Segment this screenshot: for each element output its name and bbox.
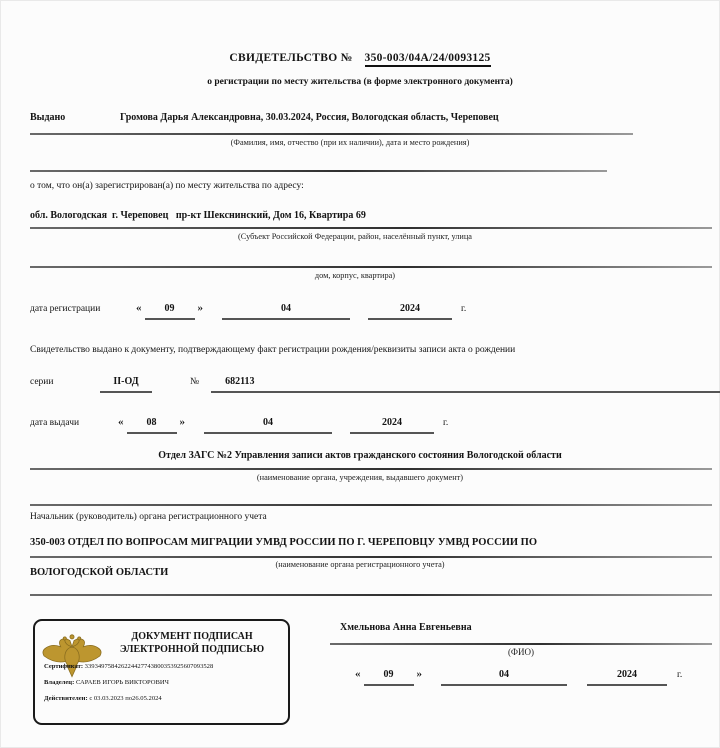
year-suffix: г. bbox=[677, 670, 683, 680]
open-quote: « bbox=[355, 668, 361, 680]
owner-value: САРАЕВ ИГОРЬ ВИКТОРОВИЧ bbox=[75, 679, 169, 686]
signature-stamp-box bbox=[33, 619, 290, 725]
registration-authority-caption: (наименование органа регистрационного учета) bbox=[275, 560, 445, 569]
series-number-row bbox=[30, 376, 720, 393]
series-value-field: II-ОД bbox=[100, 376, 152, 393]
open-quote: « bbox=[118, 416, 124, 428]
issue-date-label: дата выдачи bbox=[30, 418, 80, 428]
open-quote: « bbox=[136, 302, 142, 314]
fio-caption: (ФИО) bbox=[507, 647, 535, 657]
issue-year-field: 2024 bbox=[350, 417, 434, 434]
registration-month-field: 04 bbox=[222, 303, 350, 320]
signature-year-field: 2024 bbox=[587, 669, 667, 686]
close-quote: » bbox=[416, 668, 422, 680]
certificate-value: 339349758426224427743800353925607093528 bbox=[84, 663, 214, 670]
validity-label: Действителен: bbox=[44, 695, 88, 702]
issue-month-field: 04 bbox=[204, 417, 332, 434]
title-number: 350-003/04А/24/0093125 bbox=[365, 52, 491, 67]
statement-text: о том, что он(а) зарегистрирован(а) по месту жительства по адресу: bbox=[30, 181, 304, 191]
owner-line bbox=[44, 679, 169, 686]
stamp-title-line1: ДОКУМЕНТ ПОДПИСАН bbox=[131, 631, 253, 642]
issue-day-field: 08 bbox=[127, 417, 177, 434]
signature-day-field: 09 bbox=[364, 669, 414, 686]
page-subtitle: о регистрации по месту жительства (в форме электронного документа) bbox=[207, 77, 513, 87]
mvd-eagle-icon bbox=[41, 633, 103, 684]
head-official-text: Начальник (руководитель) органа регистрационного учета bbox=[30, 512, 267, 522]
issuing-authority-underline bbox=[30, 468, 712, 470]
year-suffix: г. bbox=[443, 418, 449, 428]
address-caption-1: (Субъект Российской Федерации, район, населённый пункт, улица bbox=[237, 232, 472, 241]
issued-label: Выдано bbox=[30, 112, 66, 123]
issuing-authority-caption: (наименование органа, учреждения, выдавшего документ) bbox=[256, 473, 464, 482]
validity-line bbox=[44, 695, 162, 702]
registration-authority-underline bbox=[30, 556, 712, 558]
signature-date-row bbox=[352, 668, 682, 686]
issuing-authority-value: Отдел ЗАГС №2 Управления записи актов гражданского состояния Вологодской области bbox=[158, 450, 562, 461]
stamp-title bbox=[103, 630, 281, 656]
section-rule bbox=[30, 594, 712, 596]
certificate-label: Сертификат: bbox=[44, 663, 84, 670]
address-underline-2 bbox=[30, 266, 712, 268]
divider-rule bbox=[30, 170, 607, 172]
signatory-underline bbox=[330, 643, 712, 645]
title-label: СВИДЕТЕЛЬСТВО № bbox=[229, 52, 353, 64]
registration-authority-line2: ВОЛОГОДСКОЙ ОБЛАСТИ bbox=[30, 567, 169, 578]
issued-underline bbox=[30, 133, 633, 135]
section-rule bbox=[30, 504, 712, 506]
registration-year-field: 2024 bbox=[368, 303, 452, 320]
stamp-title-line2: ЭЛЕКТРОННОЙ ПОДПИСЬЮ bbox=[119, 644, 265, 655]
signatory-name: Хмельнова Анна Евгеньевна bbox=[340, 622, 472, 633]
address-underline bbox=[30, 227, 712, 229]
registration-date-label: дата регистрации bbox=[30, 304, 101, 314]
registration-date-row bbox=[30, 302, 466, 320]
close-quote: » bbox=[197, 302, 203, 314]
signature-month-field: 04 bbox=[441, 669, 567, 686]
registration-day-field: 09 bbox=[145, 303, 195, 320]
issued-caption: (Фамилия, имя, отчество (при их наличии), дата и место рождения) bbox=[230, 138, 470, 147]
validity-value: с 03.03.2023 по26.05.2024 bbox=[89, 695, 162, 702]
number-label: № bbox=[190, 377, 200, 387]
certificate-line bbox=[44, 663, 213, 670]
document-intro: Свидетельство выдано к документу, подтверждающему факт регистрации рождения/реквизиты записи акта о рождении bbox=[30, 345, 516, 355]
issued-value: Громова Дарья Александровна, 30.03.2024, Россия, Вологодская область, Череповец bbox=[120, 112, 499, 123]
address-value: обл. Вологодская г. Череповец пр-кт Шекснинский, Дом 16, Квартира 69 bbox=[30, 210, 366, 221]
close-quote: » bbox=[179, 416, 185, 428]
number-value-field: 682113 bbox=[211, 376, 720, 393]
address-caption-2: дом, корпус, квартира) bbox=[314, 271, 396, 280]
series-label: серии bbox=[30, 377, 54, 387]
registration-authority-line1: 350-003 ОТДЕЛ ПО ВОПРОСАМ МИГРАЦИИ УМВД РОССИИ ПО Г. ЧЕРЕПОВЦУ УМВД РОССИИ ПО bbox=[30, 537, 538, 548]
page-title bbox=[0, 48, 720, 66]
owner-label: Владелец: bbox=[44, 679, 75, 686]
year-suffix: г. bbox=[461, 304, 467, 314]
issue-date-row bbox=[30, 416, 448, 434]
